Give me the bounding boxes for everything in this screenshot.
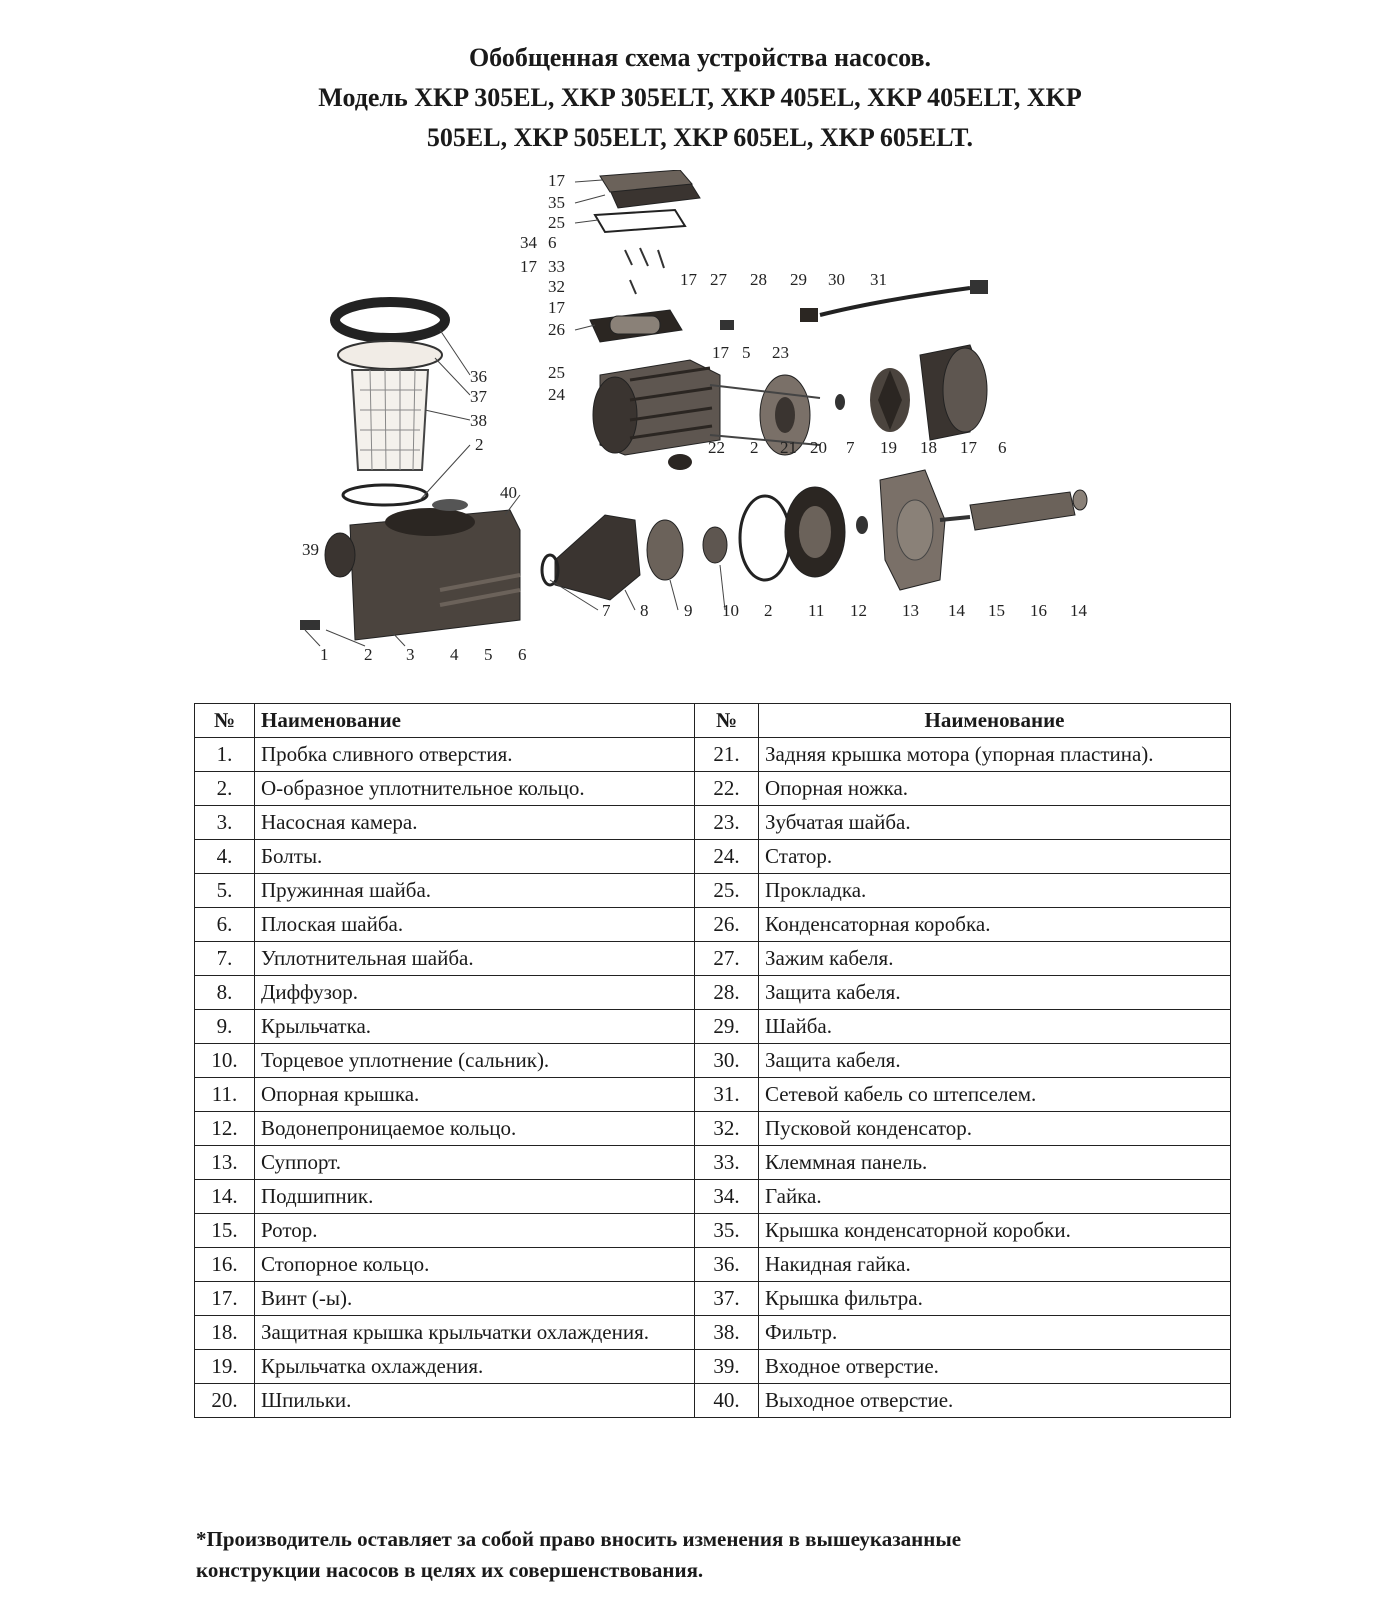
callout-number: 17 (548, 298, 565, 317)
callout-number: 13 (902, 601, 919, 620)
table-row (195, 976, 1231, 1010)
part-name: Клеммная панель. (759, 1146, 1231, 1180)
waterproof-ring (856, 516, 868, 534)
part-number: 27. (695, 942, 759, 976)
rotor (940, 490, 1087, 530)
part-name: Защита кабеля. (759, 976, 1231, 1010)
table-header-row (195, 704, 1231, 738)
support-foot (668, 454, 692, 470)
part-name: О-образное уплотнительное кольцо. (255, 772, 695, 806)
part-number: 6. (195, 908, 255, 942)
part-number: 1. (195, 738, 255, 772)
callout-number: 4 (450, 645, 459, 664)
table-row (195, 1384, 1231, 1418)
part-number: 24. (695, 840, 759, 874)
callout-number: 5 (484, 645, 493, 664)
part-name: Крыльчатка. (255, 1010, 695, 1044)
callout-number: 26 (548, 320, 565, 339)
callout-number: 6 (548, 233, 557, 252)
callout-number: 35 (548, 193, 565, 212)
table-row (195, 806, 1231, 840)
callout-number: 30 (828, 270, 845, 289)
callout-number: 32 (548, 277, 565, 296)
header-name-1: Наименование (255, 704, 695, 738)
part-number: 36. (695, 1248, 759, 1282)
table-row (195, 1214, 1231, 1248)
small-screws (625, 248, 664, 294)
callout-number: 25 (548, 213, 565, 232)
table-row (195, 772, 1231, 806)
part-number: 35. (695, 1214, 759, 1248)
callout-number: 6 (518, 645, 527, 664)
filter-nut (335, 302, 445, 338)
callout-number: 14 (948, 601, 965, 620)
header-name-2: Наименование (759, 704, 1231, 738)
part-name: Зубчатая шайба. (759, 806, 1231, 840)
part-name: Выходное отверстие. (759, 1384, 1231, 1418)
impeller (647, 520, 683, 580)
part-name: Опорная крышка. (255, 1078, 695, 1112)
part-name: Пробка сливного отверстия. (255, 738, 695, 772)
callout-number: 8 (640, 601, 649, 620)
table-row (195, 1248, 1231, 1282)
callout-number: 20 (810, 438, 827, 457)
callout-number: 17 (548, 171, 565, 190)
callout-number: 14 (1070, 601, 1087, 620)
part-name: Защитная крышка крыльчатки охлаждения. (255, 1316, 695, 1350)
part-name: Подшипник. (255, 1180, 695, 1214)
table-row (195, 1010, 1231, 1044)
callout-number: 12 (850, 601, 867, 620)
exploded-pump-diagram (280, 170, 1130, 690)
callout-number: 37 (470, 387, 487, 406)
footnote (196, 1524, 1236, 1586)
callout-number: 11 (808, 601, 825, 620)
title-line-1: Обобщенная схема устройства насосов. (468, 43, 932, 72)
table-row (195, 1078, 1231, 1112)
table-row (195, 1316, 1231, 1350)
part-number: 3. (195, 806, 255, 840)
header-num-1: № (195, 704, 255, 738)
table-row (195, 1282, 1231, 1316)
table-row (195, 908, 1231, 942)
table-row (195, 738, 1231, 772)
callout-number: 17 (520, 257, 537, 276)
callout-number: 18 (920, 438, 937, 457)
part-number: 16. (195, 1248, 255, 1282)
drain-plug (300, 620, 320, 630)
motor-rear-plate (710, 375, 820, 455)
o-ring-2 (343, 485, 427, 505)
callout-number: 34 (520, 233, 537, 252)
part-number: 13. (195, 1146, 255, 1180)
part-name: Накидная гайка. (759, 1248, 1231, 1282)
part-number: 33. (695, 1146, 759, 1180)
capacitor-box (590, 310, 682, 342)
part-name: Насосная камера. (255, 806, 695, 840)
mechanical-seal (703, 527, 727, 563)
callout-number: 2 (750, 438, 759, 457)
callout-number: 19 (880, 438, 897, 457)
part-name: Гайка. (759, 1180, 1231, 1214)
part-name: Шпильки. (255, 1384, 695, 1418)
callout-number: 39 (302, 540, 319, 559)
support-cover (785, 487, 845, 577)
table-row (195, 1112, 1231, 1146)
part-number: 4. (195, 840, 255, 874)
part-name: Торцевое уплотнение (сальник). (255, 1044, 695, 1078)
part-name: Плоская шайба. (255, 908, 695, 942)
part-name: Крыльчатка охлаждения. (255, 1350, 695, 1384)
part-number: 12. (195, 1112, 255, 1146)
part-number: 14. (195, 1180, 255, 1214)
part-number: 10. (195, 1044, 255, 1078)
part-number: 7. (195, 942, 255, 976)
footnote-line-2: конструкции насосов в целях их совершенствования. (196, 1558, 704, 1582)
part-name: Пусковой конденсатор. (759, 1112, 1231, 1146)
callout-number: 33 (548, 257, 565, 276)
title-line-3: 505EL, XKP 505ELT, XKP 605EL, XKP 605ELT. (426, 123, 974, 152)
part-number: 23. (695, 806, 759, 840)
part-name: Суппорт. (255, 1146, 695, 1180)
part-name: Уплотнительная шайба. (255, 942, 695, 976)
part-name: Фильтр. (759, 1316, 1231, 1350)
washer-7 (835, 394, 845, 410)
callout-number: 7 (846, 438, 855, 457)
diffuser (542, 515, 640, 600)
part-name: Прокладка. (759, 874, 1231, 908)
callout-number: 2 (364, 645, 373, 664)
part-name: Пружинная шайба. (255, 874, 695, 908)
capacitor-box-cover (600, 170, 700, 208)
part-name: Водонепроницаемое кольцо. (255, 1112, 695, 1146)
table-row (195, 1180, 1231, 1214)
callout-number: 1 (320, 645, 329, 664)
callout-number: 23 (772, 343, 789, 362)
part-name: Диффузор. (255, 976, 695, 1010)
callout-number: 40 (500, 483, 517, 502)
part-number: 29. (695, 1010, 759, 1044)
part-name: Опорная ножка. (759, 772, 1231, 806)
gasket-top (595, 210, 685, 232)
parts-table (194, 703, 1231, 1418)
part-number: 9. (195, 1010, 255, 1044)
part-name: Защита кабеля. (759, 1044, 1231, 1078)
table-row (195, 874, 1231, 908)
part-number: 30. (695, 1044, 759, 1078)
fan-cover (920, 345, 987, 440)
part-number: 25. (695, 874, 759, 908)
part-number: 20. (195, 1384, 255, 1418)
part-number: 2. (195, 772, 255, 806)
part-number: 18. (195, 1316, 255, 1350)
part-number: 32. (695, 1112, 759, 1146)
callout-number: 25 (548, 363, 565, 382)
part-name: Крышка фильтра. (759, 1282, 1231, 1316)
callout-number: 29 (790, 270, 807, 289)
document-title (180, 38, 1220, 158)
part-name: Статор. (759, 840, 1231, 874)
part-number: 39. (695, 1350, 759, 1384)
callout-number: 9 (684, 601, 693, 620)
support-bracket (880, 470, 945, 590)
table-row (195, 840, 1231, 874)
part-number: 40. (695, 1384, 759, 1418)
part-name: Сетевой кабель со штепселем. (759, 1078, 1231, 1112)
motor-stator (593, 360, 720, 455)
part-number: 11. (195, 1078, 255, 1112)
part-number: 15. (195, 1214, 255, 1248)
table-row (195, 1146, 1231, 1180)
footnote-line-1: *Производитель оставляет за собой право вносить изменения в вышеуказанные (196, 1527, 962, 1551)
part-number: 19. (195, 1350, 255, 1384)
callout-number: 10 (722, 601, 739, 620)
callout-number: 17 (712, 343, 729, 362)
part-number: 21. (695, 738, 759, 772)
table-row (195, 1044, 1231, 1078)
title-line-2: Модель XKP 305EL, XKP 305ELT, XKP 405EL, XKP 405ELT, XKP (318, 83, 1082, 112)
callout-number: 17 (960, 438, 977, 457)
part-name: Задняя крышка мотора (упорная пластина). (759, 738, 1231, 772)
cooling-fan (870, 368, 910, 432)
callout-number: 2 (475, 435, 484, 454)
part-name: Крышка конденсаторной коробки. (759, 1214, 1231, 1248)
callout-number: 17 (680, 270, 697, 289)
callout-number: 5 (742, 343, 751, 362)
part-name: Конденсаторная коробка. (759, 908, 1231, 942)
part-name: Входное отверстие. (759, 1350, 1231, 1384)
part-number: 34. (695, 1180, 759, 1214)
callout-number: 38 (470, 411, 487, 430)
part-name: Ротор. (255, 1214, 695, 1248)
callout-number: 2 (764, 601, 773, 620)
part-number: 28. (695, 976, 759, 1010)
callout-number: 31 (870, 270, 887, 289)
part-name: Винт (-ы). (255, 1282, 695, 1316)
part-number: 26. (695, 908, 759, 942)
filter-basket (352, 370, 428, 470)
callout-number: 7 (602, 601, 611, 620)
outlet-40 (432, 499, 468, 511)
part-name: Болты. (255, 840, 695, 874)
o-ring-large (740, 496, 790, 580)
pump-housing (325, 508, 520, 640)
part-name: Зажим кабеля. (759, 942, 1231, 976)
table-row (195, 942, 1231, 976)
part-name: Шайба. (759, 1010, 1231, 1044)
header-num-2: № (695, 704, 759, 738)
callout-number: 22 (708, 438, 725, 457)
callout-number: 6 (998, 438, 1007, 457)
callout-number: 16 (1030, 601, 1047, 620)
callout-number: 3 (406, 645, 415, 664)
table-row (195, 1350, 1231, 1384)
part-number: 37. (695, 1282, 759, 1316)
part-number: 5. (195, 874, 255, 908)
callout-number: 24 (548, 385, 565, 404)
part-number: 31. (695, 1078, 759, 1112)
part-number: 8. (195, 976, 255, 1010)
filter-lid (338, 341, 442, 369)
callout-number: 15 (988, 601, 1005, 620)
callout-number: 27 (710, 270, 727, 289)
callout-number: 21 (780, 438, 797, 457)
part-name: Стопорное кольцо. (255, 1248, 695, 1282)
part-number: 22. (695, 772, 759, 806)
part-number: 17. (195, 1282, 255, 1316)
callout-number: 36 (470, 367, 487, 386)
callout-number: 28 (750, 270, 767, 289)
part-number: 38. (695, 1316, 759, 1350)
